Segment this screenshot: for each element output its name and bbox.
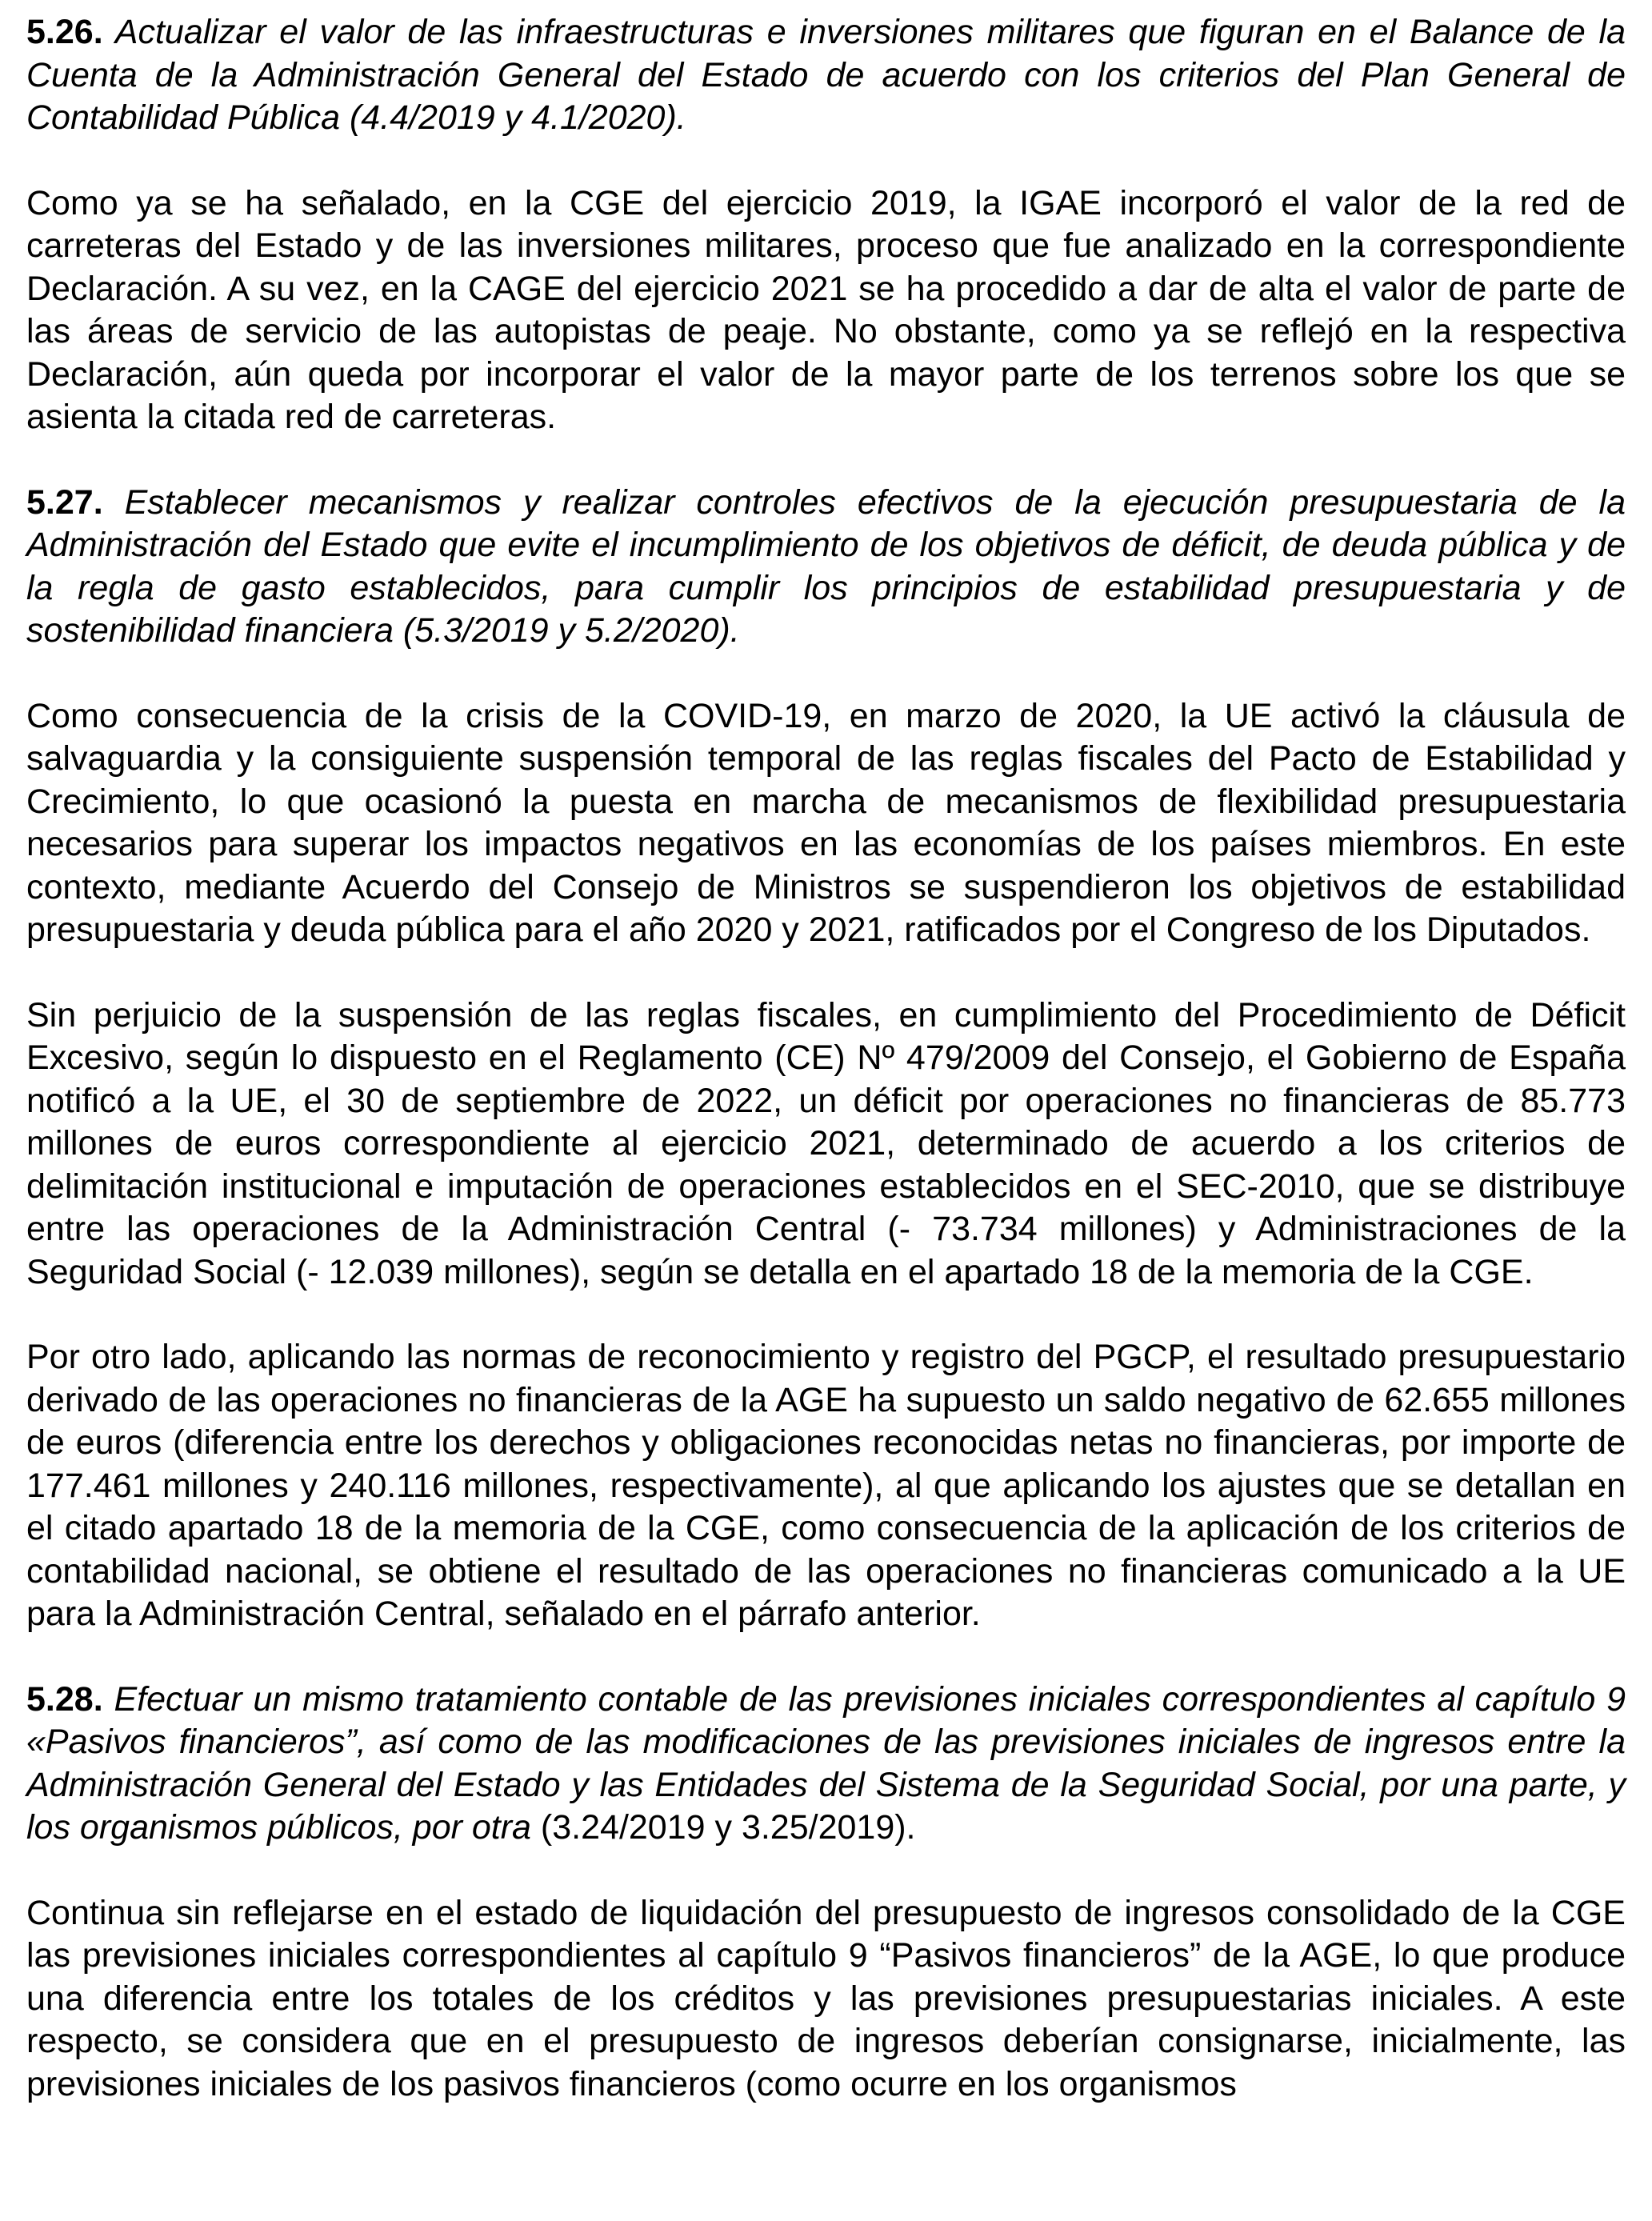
recommendation-reference: (3.24/2019 y 3.25/2019).	[530, 1808, 916, 1847]
recommendation-5-26	[26, 11, 1626, 140]
section-number: 5.27.	[26, 482, 103, 522]
section-number: 5.28.	[26, 1679, 103, 1719]
recommendation-text: Actualizar el valor de las infraestructuras e inversiones militares que figuran en el Balance de la Cuenta de la Administración General del Estado de acuerdo con los criterios del Plan General de Contabilidad Pública (4.4/2019 y 4.1/2020).	[26, 13, 1626, 137]
recommendation-5-27	[26, 482, 1626, 653]
recommendation-text: Efectuar un mismo tratamiento contable de las previsiones iniciales correspondientes al capítulo 9 «Pasivos financieros”, así como de las modificaciones de las previsiones iniciales de ingresos entre la Administración General del Estado y las Entidades del Sistema de la Seguridad Social, por una parte, y los organismos públicos, por otra	[26, 1679, 1626, 1847]
section-number: 5.26.	[26, 13, 103, 51]
body-paragraph: Como ya se ha señalado, en la CGE del ejercicio 2019, la IGAE incorporó el valor de la red de carreteras del Estado y de las inversiones militares, proceso que fue analizado en la correspondiente Declaración. A su vez, en la CAGE del ejercicio 2021 se ha procedido a dar de alta el valor de parte de las áreas de servicio de las autopistas de peaje. No obstante, como ya se reflejó en la respectiva Declaración, aún queda por incorporar el valor de la mayor parte de los terrenos sobre los que se asienta la citada red de carreteras.	[26, 183, 1626, 436]
body-paragraph: Por otro lado, aplicando las normas de reconocimiento y registro del PGCP, el resultado presupuestario derivado de las operaciones no financieras de la AGE ha supuesto un saldo negativo de 62.655 millones de euros (diferencia entre los derechos y obligaciones reconocidas netas no financieras, por importe de 177.461 millones y 240.116 millones, respectivamente), al que aplicando los ajustes que se detallan en el citado apartado 18 de la memoria de la CGE, como consecuencia de la aplicación de los criterios de contabilidad nacional, se obtiene el resultado de las operaciones no financieras comunicado a la UE para la Administración Central, señalado en el párrafo anterior.	[26, 1338, 1626, 1633]
recommendation-5-28	[26, 1679, 1626, 1850]
body-paragraph: Como consecuencia de la crisis de la COVID-19, en marzo de 2020, la UE activó la cláusula de salvaguardia y la consiguiente suspensión temporal de las reglas fiscales del Pacto de Estabilidad y Crecimiento, lo que ocasionó la puesta en marcha de mecanismos de flexibilidad presupuestaria necesarios para superar los impactos negativos en las economías de los países miembros. En este contexto, mediante Acuerdo del Consejo de Ministros se suspendieron los objetivos de estabilidad presupuestaria y deuda pública para el año 2020 y 2021, ratificados por el Congreso de los Diputados.	[26, 696, 1626, 949]
recommendation-text: Establecer mecanismos y realizar controles efectivos de la ejecución presupuestaria de la Administración del Estado que evite el incumplimiento de los objetivos de déficit, de deuda pública y de la regla de gasto establecidos, para cumplir los principios de estabilidad presupuestaria y de sostenibilidad financiera (5.3/2019 y 5.2/2020).	[26, 482, 1626, 650]
body-paragraph: Continua sin reflejarse en el estado de liquidación del presupuesto de ingresos consolidado de la CGE las previsiones iniciales correspondientes al capítulo 9 “Pasivos financieros” de la AGE, lo que produce una diferencia entre los totales de los créditos y las previsiones presupuestarias iniciales. A este respecto, se considera que en el presupuesto de ingresos deberían consignarse, inicialmente, las previsiones iniciales de los pasivos financieros (como ocurre en los organismos	[26, 1893, 1626, 2103]
body-paragraph: Sin perjuicio de la suspensión de las reglas fiscales, en cumplimiento del Procedimiento de Déficit Excesivo, según lo dispuesto en el Reglamento (CE) Nº 479/2009 del Consejo, el Gobierno de España notificó a la UE, el 30 de septiembre de 2022, un déficit por operaciones no financieras de 85.773 millones de euros correspondiente al ejercicio 2021, determinado de acuerdo a los criterios de delimitación institucional e imputación de operaciones establecidos en el SEC-2010, que se distribuye entre las operaciones de la Administración Central (- 73.734 millones) y Administraciones de la Seguridad Social (- 12.039 millones), según se detalla en el apartado 18 de la memoria de la CGE.	[26, 995, 1626, 1291]
